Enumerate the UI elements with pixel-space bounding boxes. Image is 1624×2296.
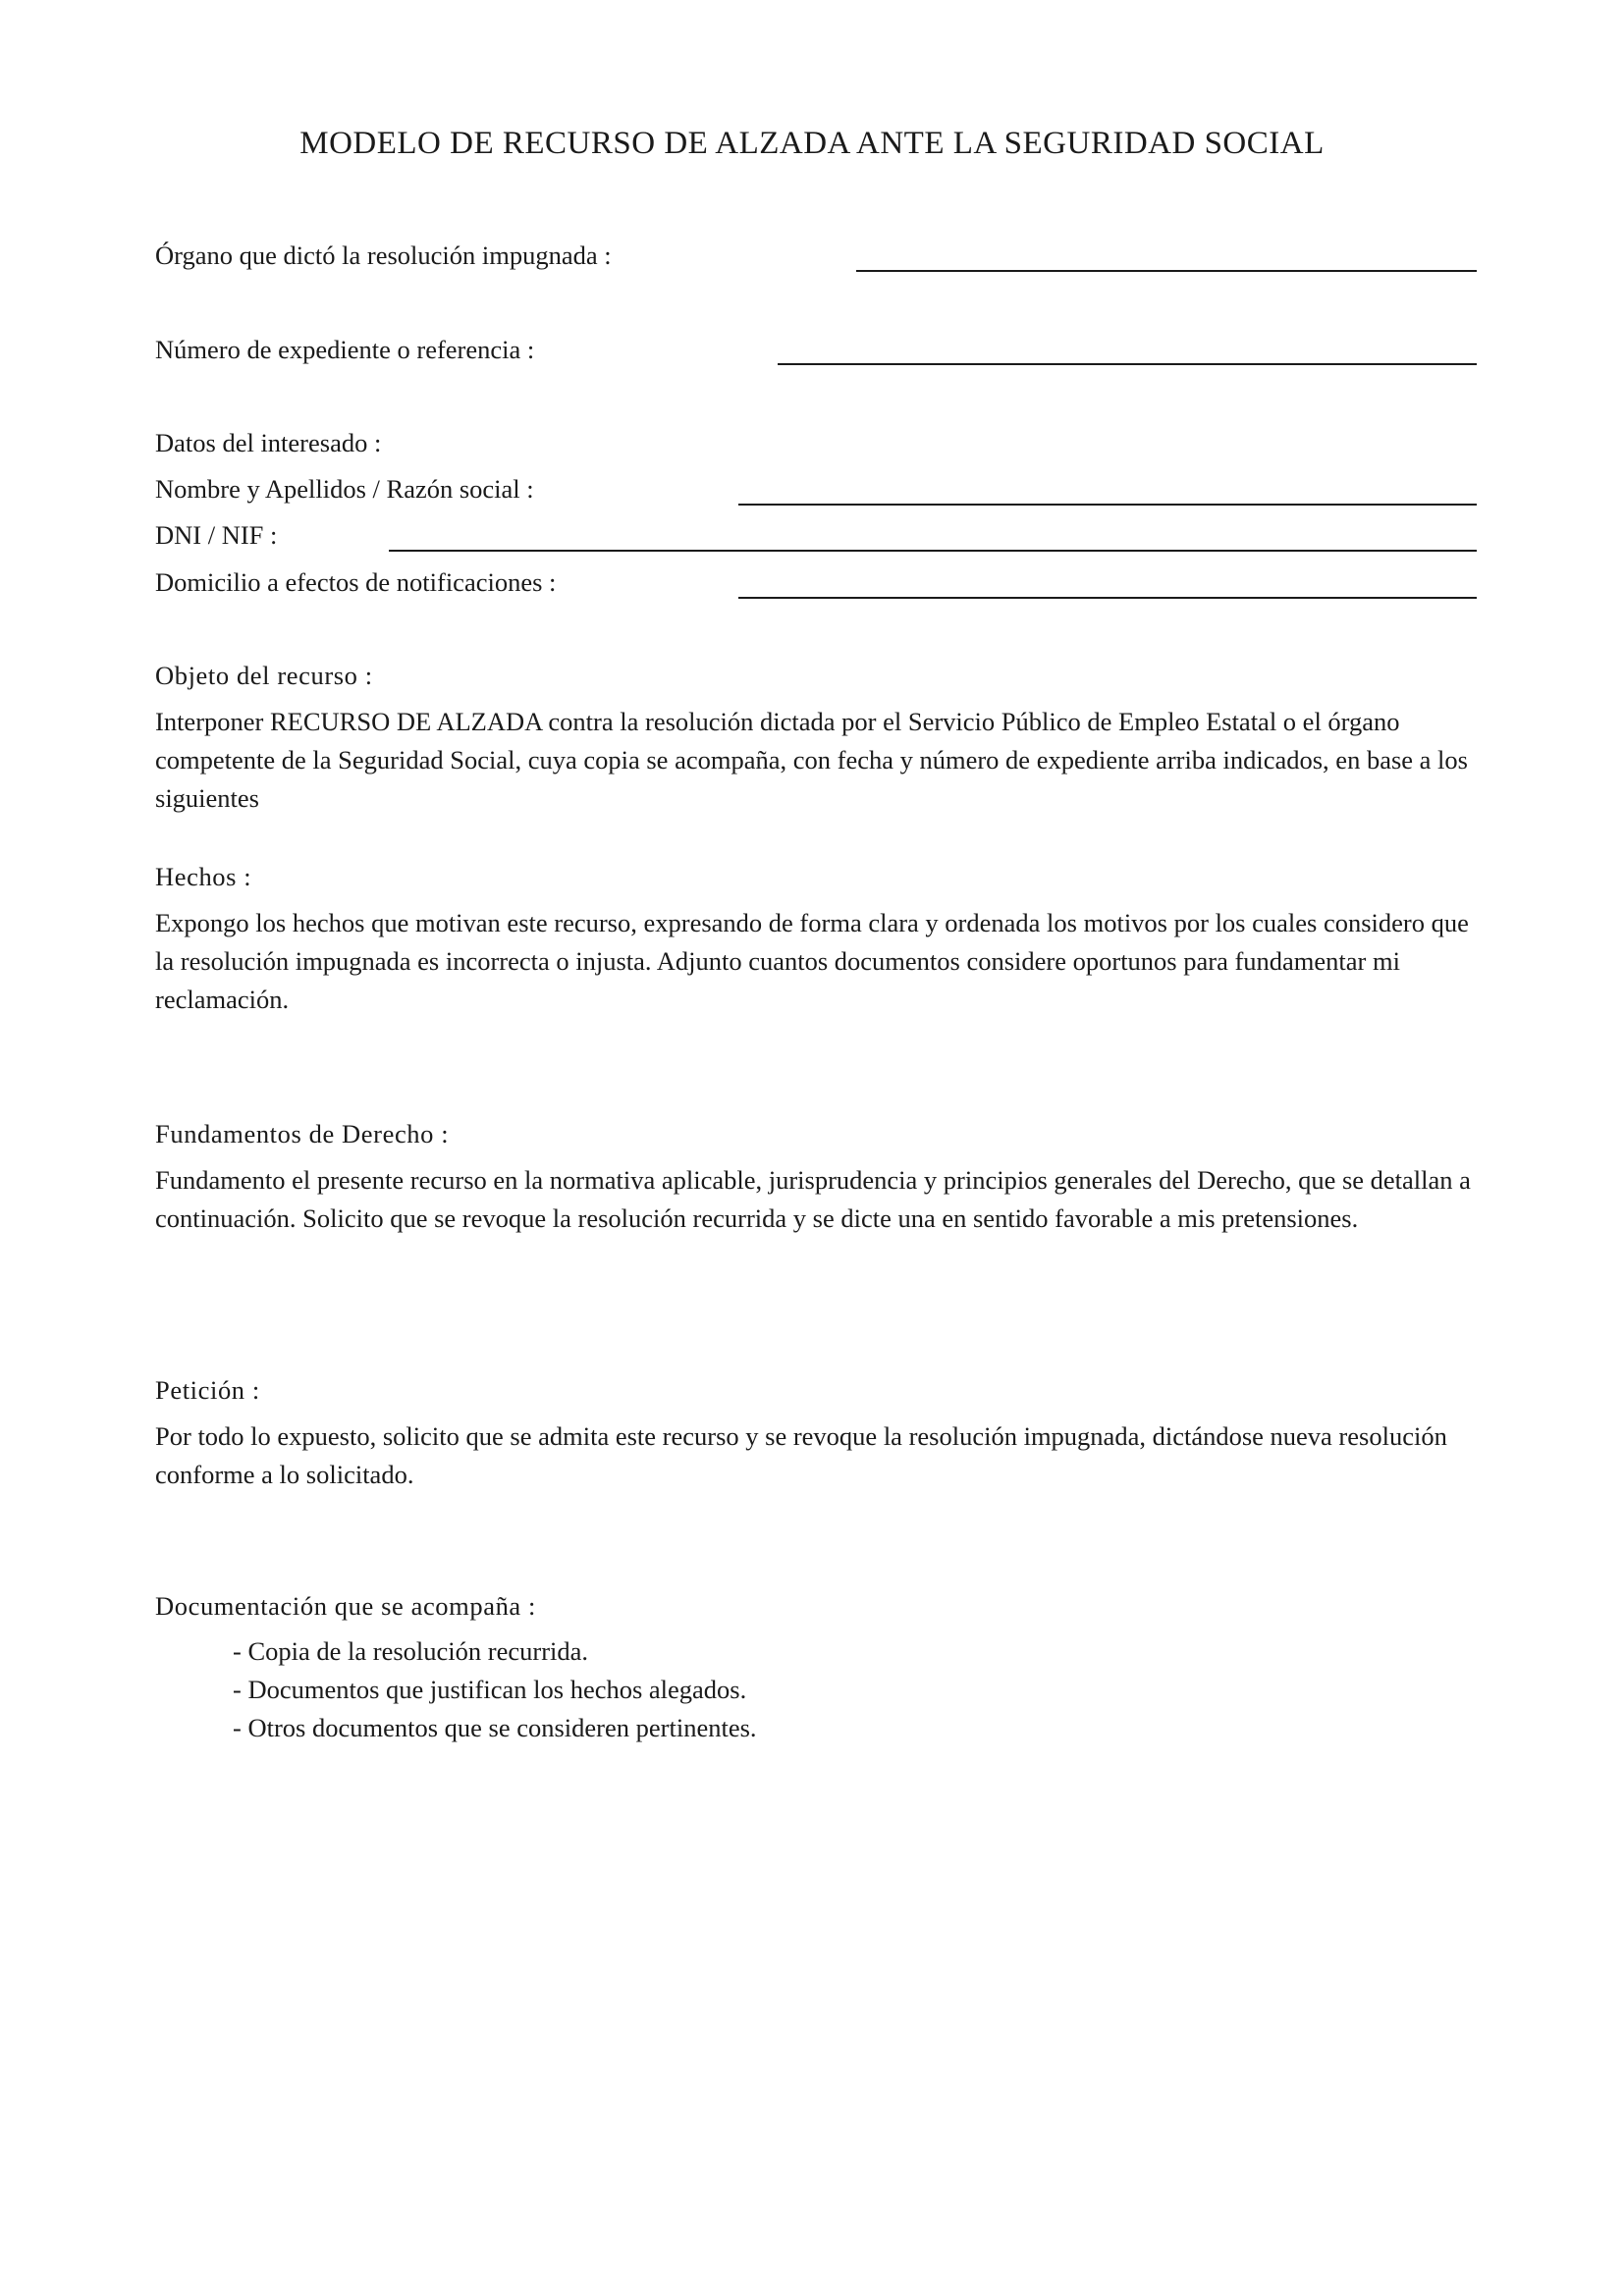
list-item: - Otros documentos que se consideren pertinentes.: [233, 1713, 757, 1742]
organo-label: Órgano que dictó la resolución impugnada :: [155, 240, 612, 270]
dni-label: DNI / NIF :: [155, 520, 278, 550]
domicilio-blank-line[interactable]: [738, 597, 1477, 599]
expediente-label: Número de expediente o referencia :: [155, 335, 535, 364]
objeto-paragraph: Interponer RECURSO DE ALZADA contra la resolución dictada por el Servicio Público de Empleo Estatal o el órgano competente de la Seguridad Social, cuya copia se acompaña, con fecha y número de expediente arriba indicados, en base a los siguientes: [155, 707, 1468, 813]
domicilio-label: Domicilio a efectos de notificaciones :: [155, 567, 557, 597]
dni-blank-line[interactable]: [389, 550, 1477, 552]
documentacion-list: [233, 1632, 757, 1747]
peticion-heading: Petición :: [155, 1375, 260, 1405]
list-item: - Copia de la resolución recurrida.: [233, 1636, 589, 1666]
objeto-heading: Objeto del recurso :: [155, 661, 373, 690]
hechos-paragraph: Expongo los hechos que motivan este recurso, expresando de forma clara y ordenada los motivos por los cuales considero que la resolución impugnada es incorrecta o injusta. Adjunto cuantos documentos considere oportunos para fundamentar mi reclamación.: [155, 908, 1469, 1014]
expediente-blank-line[interactable]: [778, 363, 1477, 365]
document-title: MODELO DE RECURSO DE ALZADA ANTE LA SEGURIDAD SOCIAL: [299, 126, 1325, 161]
peticion-paragraph: Por todo lo expuesto, solicito que se admita este recurso y se revoque la resolución impugnada, dictándose nueva resolución conforme a lo solicitado.: [155, 1421, 1447, 1489]
hechos-heading: Hechos :: [155, 862, 252, 891]
documentacion-heading: Documentación que se acompaña :: [155, 1591, 536, 1621]
fundamentos-paragraph: Fundamento el presente recurso en la normativa aplicable, jurisprudencia y principios generales del Derecho, que se detallan a continuación. Solicito que se revoque la resolución recurrida y se dicte una en sentido favorable a mis pretensiones.: [155, 1165, 1471, 1233]
datos-interesado-label: Datos del interesado :: [155, 428, 382, 457]
nombre-label: Nombre y Apellidos / Razón social :: [155, 474, 534, 504]
fundamentos-heading: Fundamentos de Derecho :: [155, 1119, 450, 1148]
organo-blank-line[interactable]: [856, 270, 1477, 272]
list-item: - Documentos que justifican los hechos alegados.: [233, 1675, 747, 1704]
nombre-blank-line[interactable]: [738, 504, 1477, 506]
